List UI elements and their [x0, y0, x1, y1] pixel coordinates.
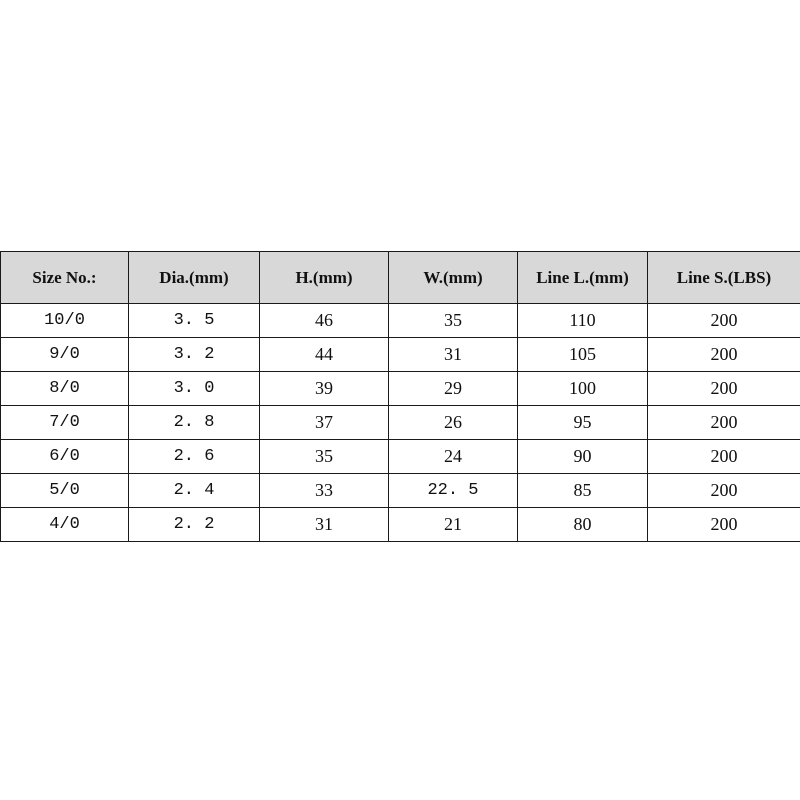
table-row [1, 338, 800, 372]
cell-width: 35 [389, 304, 518, 338]
cell-line-length: 85 [518, 474, 648, 508]
cell-size-no: 8/0 [1, 372, 129, 406]
cell-height: 44 [260, 338, 389, 372]
table-row [1, 372, 800, 406]
cell-size-no: 9/0 [1, 338, 129, 372]
cell-line-length: 95 [518, 406, 648, 440]
column-header-width: W.(mm) [389, 252, 518, 304]
cell-line-length: 90 [518, 440, 648, 474]
column-header-line-length: Line L.(mm) [518, 252, 648, 304]
table-row [1, 474, 800, 508]
cell-diameter: 2. 2 [129, 508, 260, 542]
table-header [1, 252, 800, 304]
cell-diameter: 3. 5 [129, 304, 260, 338]
header-row [1, 252, 800, 304]
cell-size-no: 7/0 [1, 406, 129, 440]
column-header-line-strength: Line S.(LBS) [648, 252, 800, 304]
table-body [1, 304, 800, 542]
cell-diameter: 2. 8 [129, 406, 260, 440]
cell-width: 24 [389, 440, 518, 474]
cell-size-no: 5/0 [1, 474, 129, 508]
cell-height: 31 [260, 508, 389, 542]
table-row [1, 304, 800, 338]
cell-width: 31 [389, 338, 518, 372]
cell-diameter: 2. 4 [129, 474, 260, 508]
cell-line-strength: 200 [648, 372, 800, 406]
column-header-height: H.(mm) [260, 252, 389, 304]
cell-line-length: 110 [518, 304, 648, 338]
cell-height: 39 [260, 372, 389, 406]
cell-line-strength: 200 [648, 474, 800, 508]
cell-line-strength: 200 [648, 338, 800, 372]
cell-width: 21 [389, 508, 518, 542]
cell-width: 29 [389, 372, 518, 406]
cell-line-strength: 200 [648, 406, 800, 440]
cell-line-strength: 200 [648, 508, 800, 542]
cell-height: 33 [260, 474, 389, 508]
cell-line-length: 105 [518, 338, 648, 372]
column-header-diameter: Dia.(mm) [129, 252, 260, 304]
cell-line-strength: 200 [648, 440, 800, 474]
cell-height: 37 [260, 406, 389, 440]
hook-size-spec-table [0, 251, 800, 542]
cell-diameter: 3. 2 [129, 338, 260, 372]
cell-line-length: 100 [518, 372, 648, 406]
cell-size-no: 10/0 [1, 304, 129, 338]
table-row [1, 440, 800, 474]
cell-width: 26 [389, 406, 518, 440]
cell-diameter: 3. 0 [129, 372, 260, 406]
cell-height: 46 [260, 304, 389, 338]
cell-line-length: 80 [518, 508, 648, 542]
cell-size-no: 6/0 [1, 440, 129, 474]
cell-height: 35 [260, 440, 389, 474]
table-row [1, 508, 800, 542]
cell-size-no: 4/0 [1, 508, 129, 542]
column-header-size-no: Size No.: [1, 252, 129, 304]
cell-width: 22. 5 [389, 474, 518, 508]
cell-line-strength: 200 [648, 304, 800, 338]
cell-diameter: 2. 6 [129, 440, 260, 474]
table-row [1, 406, 800, 440]
